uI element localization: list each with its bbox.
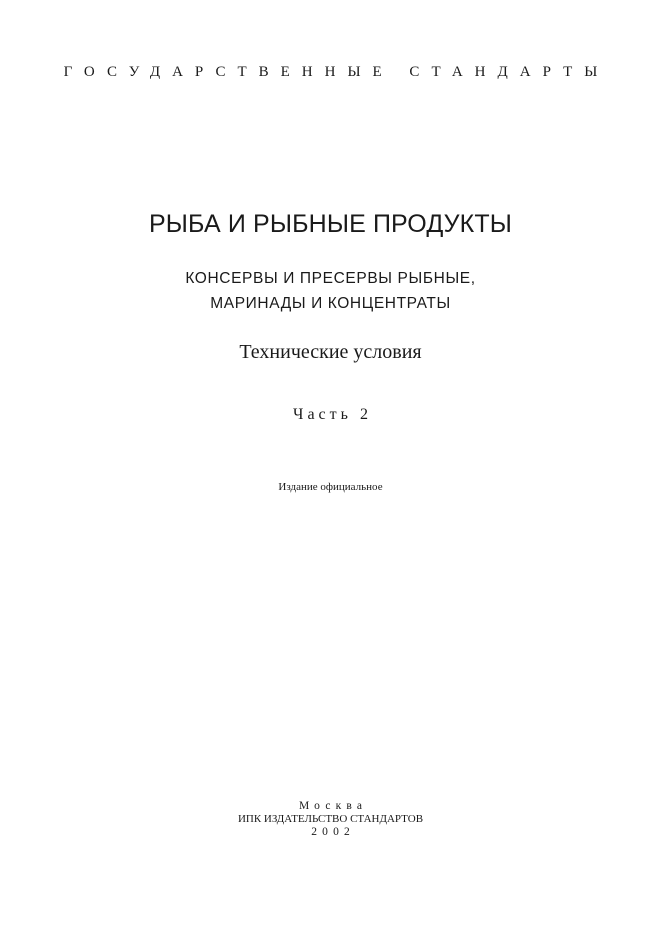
year-label: 2002: [311, 826, 355, 838]
publisher-label: ИПК ИЗДАТЕЛЬСТВО СТАНДАРТОВ: [237, 813, 424, 825]
city-label: Москва: [299, 800, 368, 812]
document-title: РЫБА И РЫБНЫЕ ПРОДУКТЫ: [148, 210, 513, 238]
edition-label: Издание официальное: [278, 481, 383, 493]
document-subtitle-line2: МАРИНАДЫ И КОНЦЕНТРАТЫ: [210, 295, 451, 312]
document-subtitle-line1: КОНСЕРВЫ И ПРЕСЕРВЫ РЫБНЫЕ,: [185, 270, 476, 287]
series-header: ГОСУДАРСТВЕННЫЕ СТАНДАРТЫ: [63, 64, 610, 80]
specification-label: Технические условия: [239, 341, 422, 363]
part-label: Часть 2: [293, 406, 372, 423]
